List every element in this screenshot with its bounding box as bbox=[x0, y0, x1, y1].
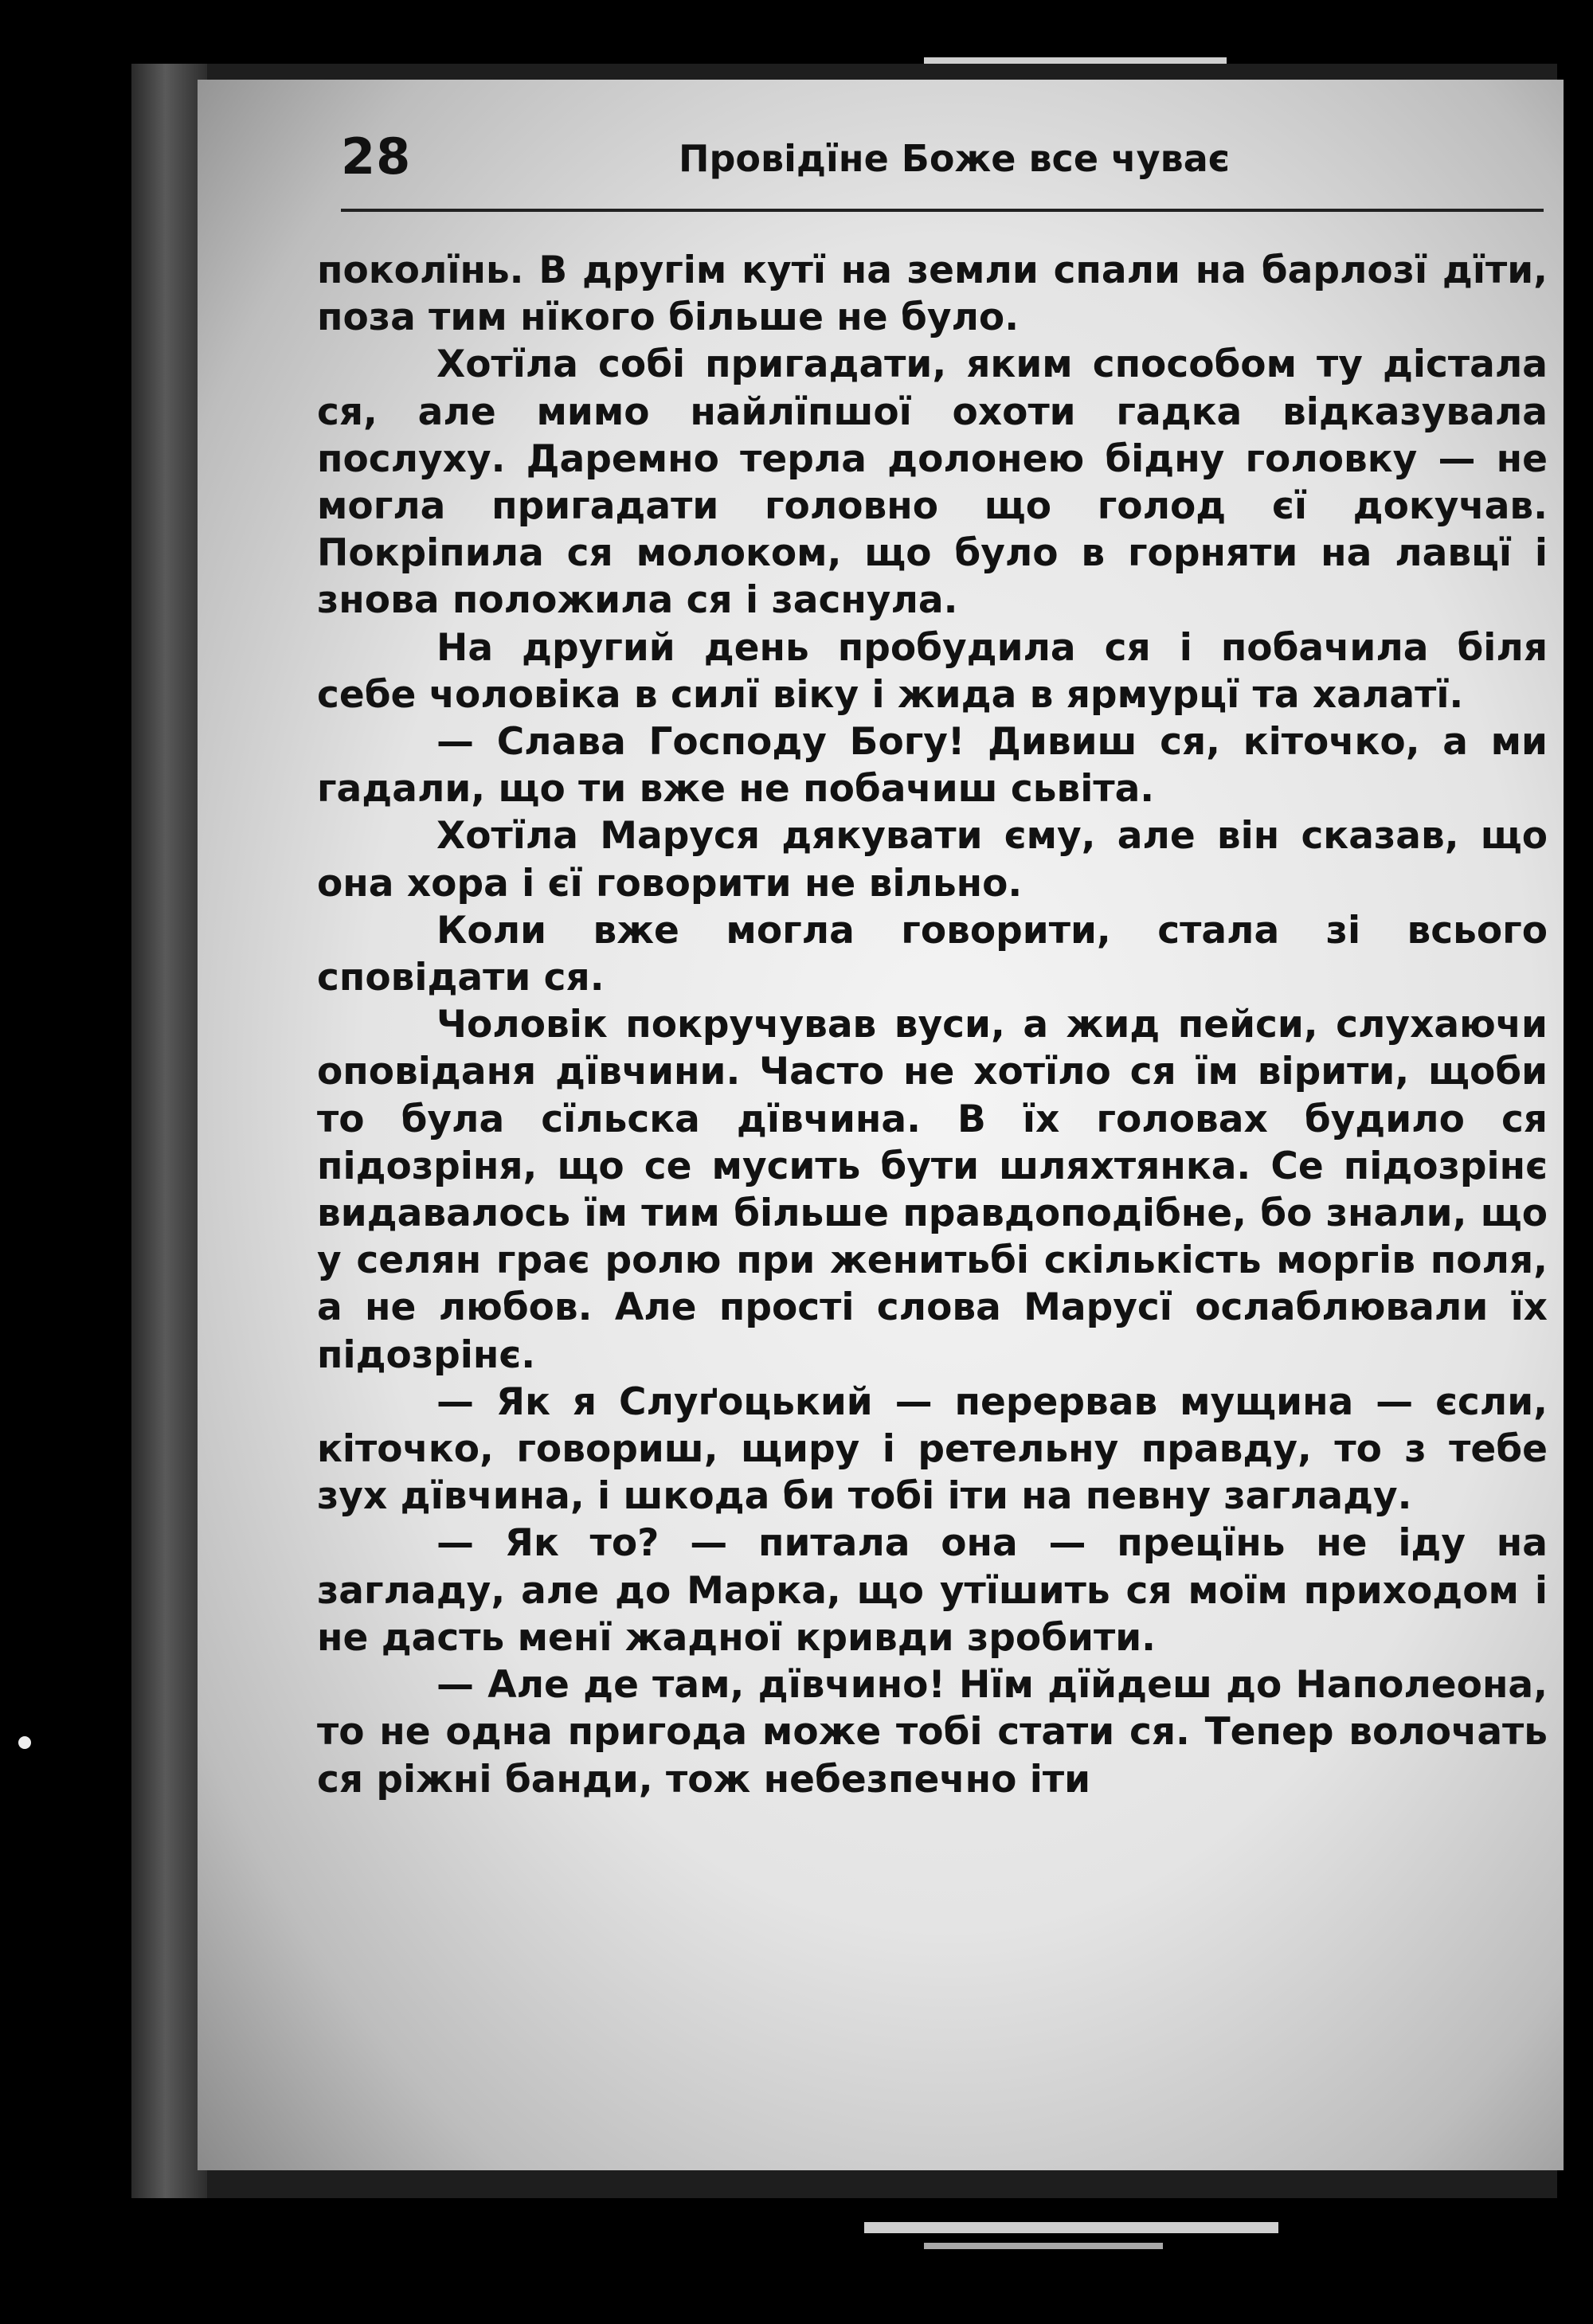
scan-speck bbox=[18, 1736, 31, 1749]
page-body-text bbox=[317, 247, 1548, 1803]
page-header bbox=[341, 127, 1544, 199]
paragraph: Коли вже могла говорити, стала зі всього сповідати ся. bbox=[317, 908, 1548, 1000]
paragraph: поколїнь. В другім кутї на земли спали на барлозї дїти, поза тим нїкого більше не було. bbox=[317, 248, 1548, 340]
paragraph: Хотїла Маруся дякувати єму, але він сказав, що она хора і єї говорити не вільно. bbox=[317, 814, 1548, 906]
paragraph: На другий день пробудила ся і побачила біля себе чоловіка в силї віку і жида в ярмурцї та халатї. bbox=[317, 625, 1548, 717]
paragraph: Хотїла собі пригадати, яким способом ту дістала ся, але мимо найлїпшої охоти гадка відказувала послуху. Даремно терла долонею бідну головку — не могла пригадати головно що голод єї докучав. Покріпила ся молоком, що було в горняти на лавцї і знова положила ся і заснула. bbox=[317, 342, 1548, 623]
film-edge-bottom bbox=[864, 2222, 1278, 2233]
film-edge-bottom-inner bbox=[924, 2243, 1163, 2249]
paragraph: — Слава Господу Богу! Дивиш ся, кіточко, а ми гадали, що ти вже не побачиш сьвіта. bbox=[317, 720, 1548, 812]
paragraph: — Але де там, дївчино! Нїм дїйдеш до Наполеона, то не одна пригода може тобі стати ся. Тепер волочать ся ріжні банди, тож небезпечно іти bbox=[317, 1663, 1548, 1802]
paragraph: — Як то? — питала она — прецїнь не іду на загладу, але до Марка, що утїшить ся моїм приходом і не дасть менї жадної кривди зробити. bbox=[317, 1521, 1548, 1660]
header-rule bbox=[341, 209, 1544, 212]
book-page bbox=[198, 80, 1564, 2170]
page-number: 28 bbox=[341, 127, 412, 186]
paragraph: Чоловік покручував вуси, а жид пейси, слухаючи оповіданя дївчини. Часто не хотїло ся їм вірити, щоби то була сїльска дївчина. В їх головах будило ся підозріня, що се мусить бути шляхтянка. Се підозрінє видавалось їм тим більше правдоподібне, бо знали, що у селян грає ролю при женитьбі скількість моргів поля, а не любов. Але прості слова Марусї ослаблювали їх підозрінє. bbox=[317, 1003, 1548, 1377]
running-title: Провідїне Боже все чуває bbox=[678, 137, 1231, 180]
book-spine bbox=[131, 64, 207, 2198]
paragraph: — Як я Слуґоцький — перервав мущина — єсли, кіточко, говориш, щиру і ретельну правду, то з тебе зух дївчина, і шкода би тобі іти на певну загладу. bbox=[317, 1379, 1548, 1519]
